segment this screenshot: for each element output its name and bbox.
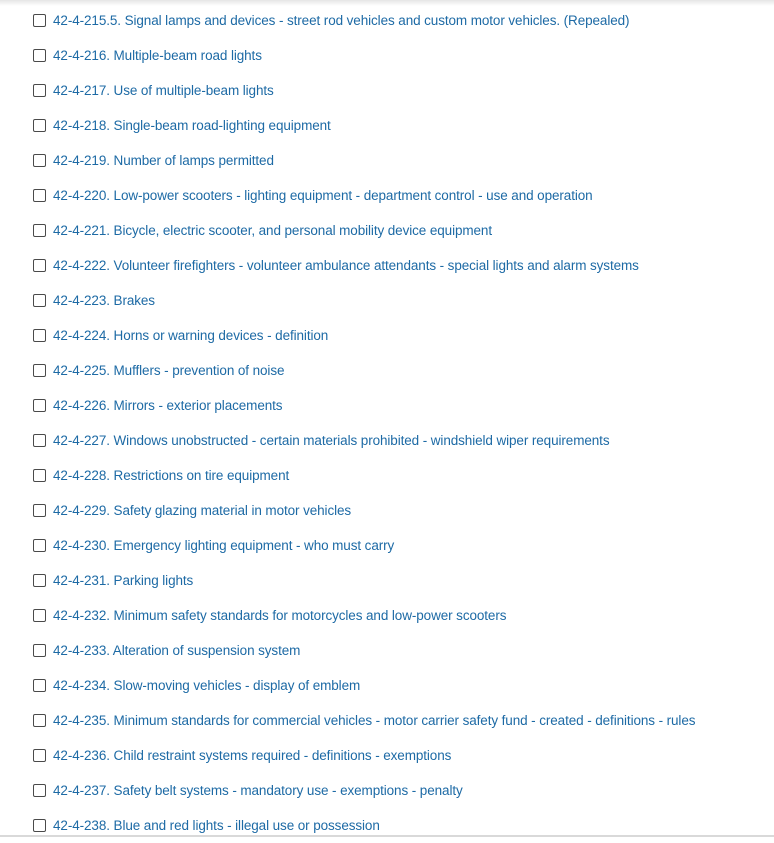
list-item — [33, 808, 768, 843]
list-item — [33, 143, 768, 178]
list-item — [33, 598, 768, 633]
section-link[interactable]: 42-4-238. Blue and red lights - illegal use or possession — [53, 818, 380, 833]
section-checkbox[interactable] — [33, 259, 46, 272]
section-link[interactable]: 42-4-227. Windows unobstructed - certain materials prohibited - windshield wiper requirements — [53, 433, 610, 448]
section-link[interactable]: 42-4-230. Emergency lighting equipment - who must carry — [53, 538, 395, 553]
section-checkbox[interactable] — [33, 119, 46, 132]
section-link[interactable]: 42-4-217. Use of multiple-beam lights — [53, 83, 274, 98]
section-checkbox[interactable] — [33, 224, 46, 237]
section-checkbox[interactable] — [33, 84, 46, 97]
section-checkbox[interactable] — [33, 714, 46, 727]
section-link[interactable]: 42-4-235. Minimum standards for commercial vehicles - motor carrier safety fund - created - definitions - rules — [53, 713, 696, 728]
list-item — [33, 633, 768, 668]
list-item — [33, 493, 768, 528]
section-checkbox[interactable] — [33, 679, 46, 692]
list-item — [33, 248, 768, 283]
section-checkbox[interactable] — [33, 49, 46, 62]
list-item — [33, 703, 768, 738]
section-checkbox[interactable] — [33, 364, 46, 377]
section-checkbox[interactable] — [33, 609, 46, 622]
section-checkbox[interactable] — [33, 294, 46, 307]
section-checkbox[interactable] — [33, 819, 46, 832]
section-link[interactable]: 42-4-226. Mirrors - exterior placements — [53, 398, 283, 413]
section-checkbox[interactable] — [33, 784, 46, 797]
section-link[interactable]: 42-4-221. Bicycle, electric scooter, and personal mobility device equipment — [53, 223, 492, 238]
section-link[interactable]: 42-4-219. Number of lamps permitted — [53, 153, 274, 168]
list-item — [33, 668, 768, 703]
section-link[interactable]: 42-4-216. Multiple-beam road lights — [53, 48, 262, 63]
list-item — [33, 178, 768, 213]
list-item — [33, 528, 768, 563]
list-item — [33, 738, 768, 773]
section-checkbox[interactable] — [33, 469, 46, 482]
list-item — [33, 353, 768, 388]
section-link[interactable]: 42-4-236. Child restraint systems required - definitions - exemptions — [53, 748, 452, 763]
section-link[interactable]: 42-4-229. Safety glazing material in motor vehicles — [53, 503, 352, 518]
section-checkbox[interactable] — [33, 154, 46, 167]
list-item — [33, 388, 768, 423]
section-checkbox[interactable] — [33, 329, 46, 342]
list-item — [33, 3, 768, 38]
list-item — [33, 423, 768, 458]
section-link[interactable]: 42-4-215.5. Signal lamps and devices - street rod vehicles and custom motor vehicles. (Repealed) — [53, 13, 630, 28]
section-checkbox[interactable] — [33, 14, 46, 27]
section-link[interactable]: 42-4-224. Horns or warning devices - definition — [53, 328, 329, 343]
section-checkbox[interactable] — [33, 539, 46, 552]
section-checkbox[interactable] — [33, 749, 46, 762]
list-item — [33, 213, 768, 248]
section-checkbox[interactable] — [33, 399, 46, 412]
list-item — [33, 38, 768, 73]
list-item — [33, 108, 768, 143]
section-checkbox[interactable] — [33, 504, 46, 517]
list-item — [33, 773, 768, 808]
list-item — [33, 563, 768, 598]
section-link[interactable]: 42-4-225. Mufflers - prevention of noise — [53, 363, 285, 378]
section-link[interactable]: 42-4-231. Parking lights — [53, 573, 194, 588]
section-checklist — [33, 3, 768, 843]
section-link[interactable]: 42-4-228. Restrictions on tire equipment — [53, 468, 290, 483]
section-checkbox[interactable] — [33, 189, 46, 202]
list-item — [33, 283, 768, 318]
section-link[interactable]: 42-4-220. Low-power scooters - lighting equipment - department control - use and operation — [53, 188, 593, 203]
section-link[interactable]: 42-4-234. Slow-moving vehicles - display of emblem — [53, 678, 361, 693]
list-item — [33, 73, 768, 108]
section-checkbox[interactable] — [33, 574, 46, 587]
section-link[interactable]: 42-4-233. Alteration of suspension system — [53, 643, 301, 658]
section-checkbox[interactable] — [33, 434, 46, 447]
section-checkbox[interactable] — [33, 644, 46, 657]
list-item — [33, 458, 768, 493]
section-link[interactable]: 42-4-232. Minimum safety standards for motorcycles and low-power scooters — [53, 608, 507, 623]
section-link[interactable]: 42-4-223. Brakes — [53, 293, 155, 308]
section-link[interactable]: 42-4-218. Single-beam road-lighting equipment — [53, 118, 331, 133]
list-item — [33, 318, 768, 353]
section-link[interactable]: 42-4-222. Volunteer firefighters - volunteer ambulance attendants - special lights and alarm systems — [53, 258, 639, 273]
section-link[interactable]: 42-4-237. Safety belt systems - mandatory use - exemptions - penalty — [53, 783, 463, 798]
